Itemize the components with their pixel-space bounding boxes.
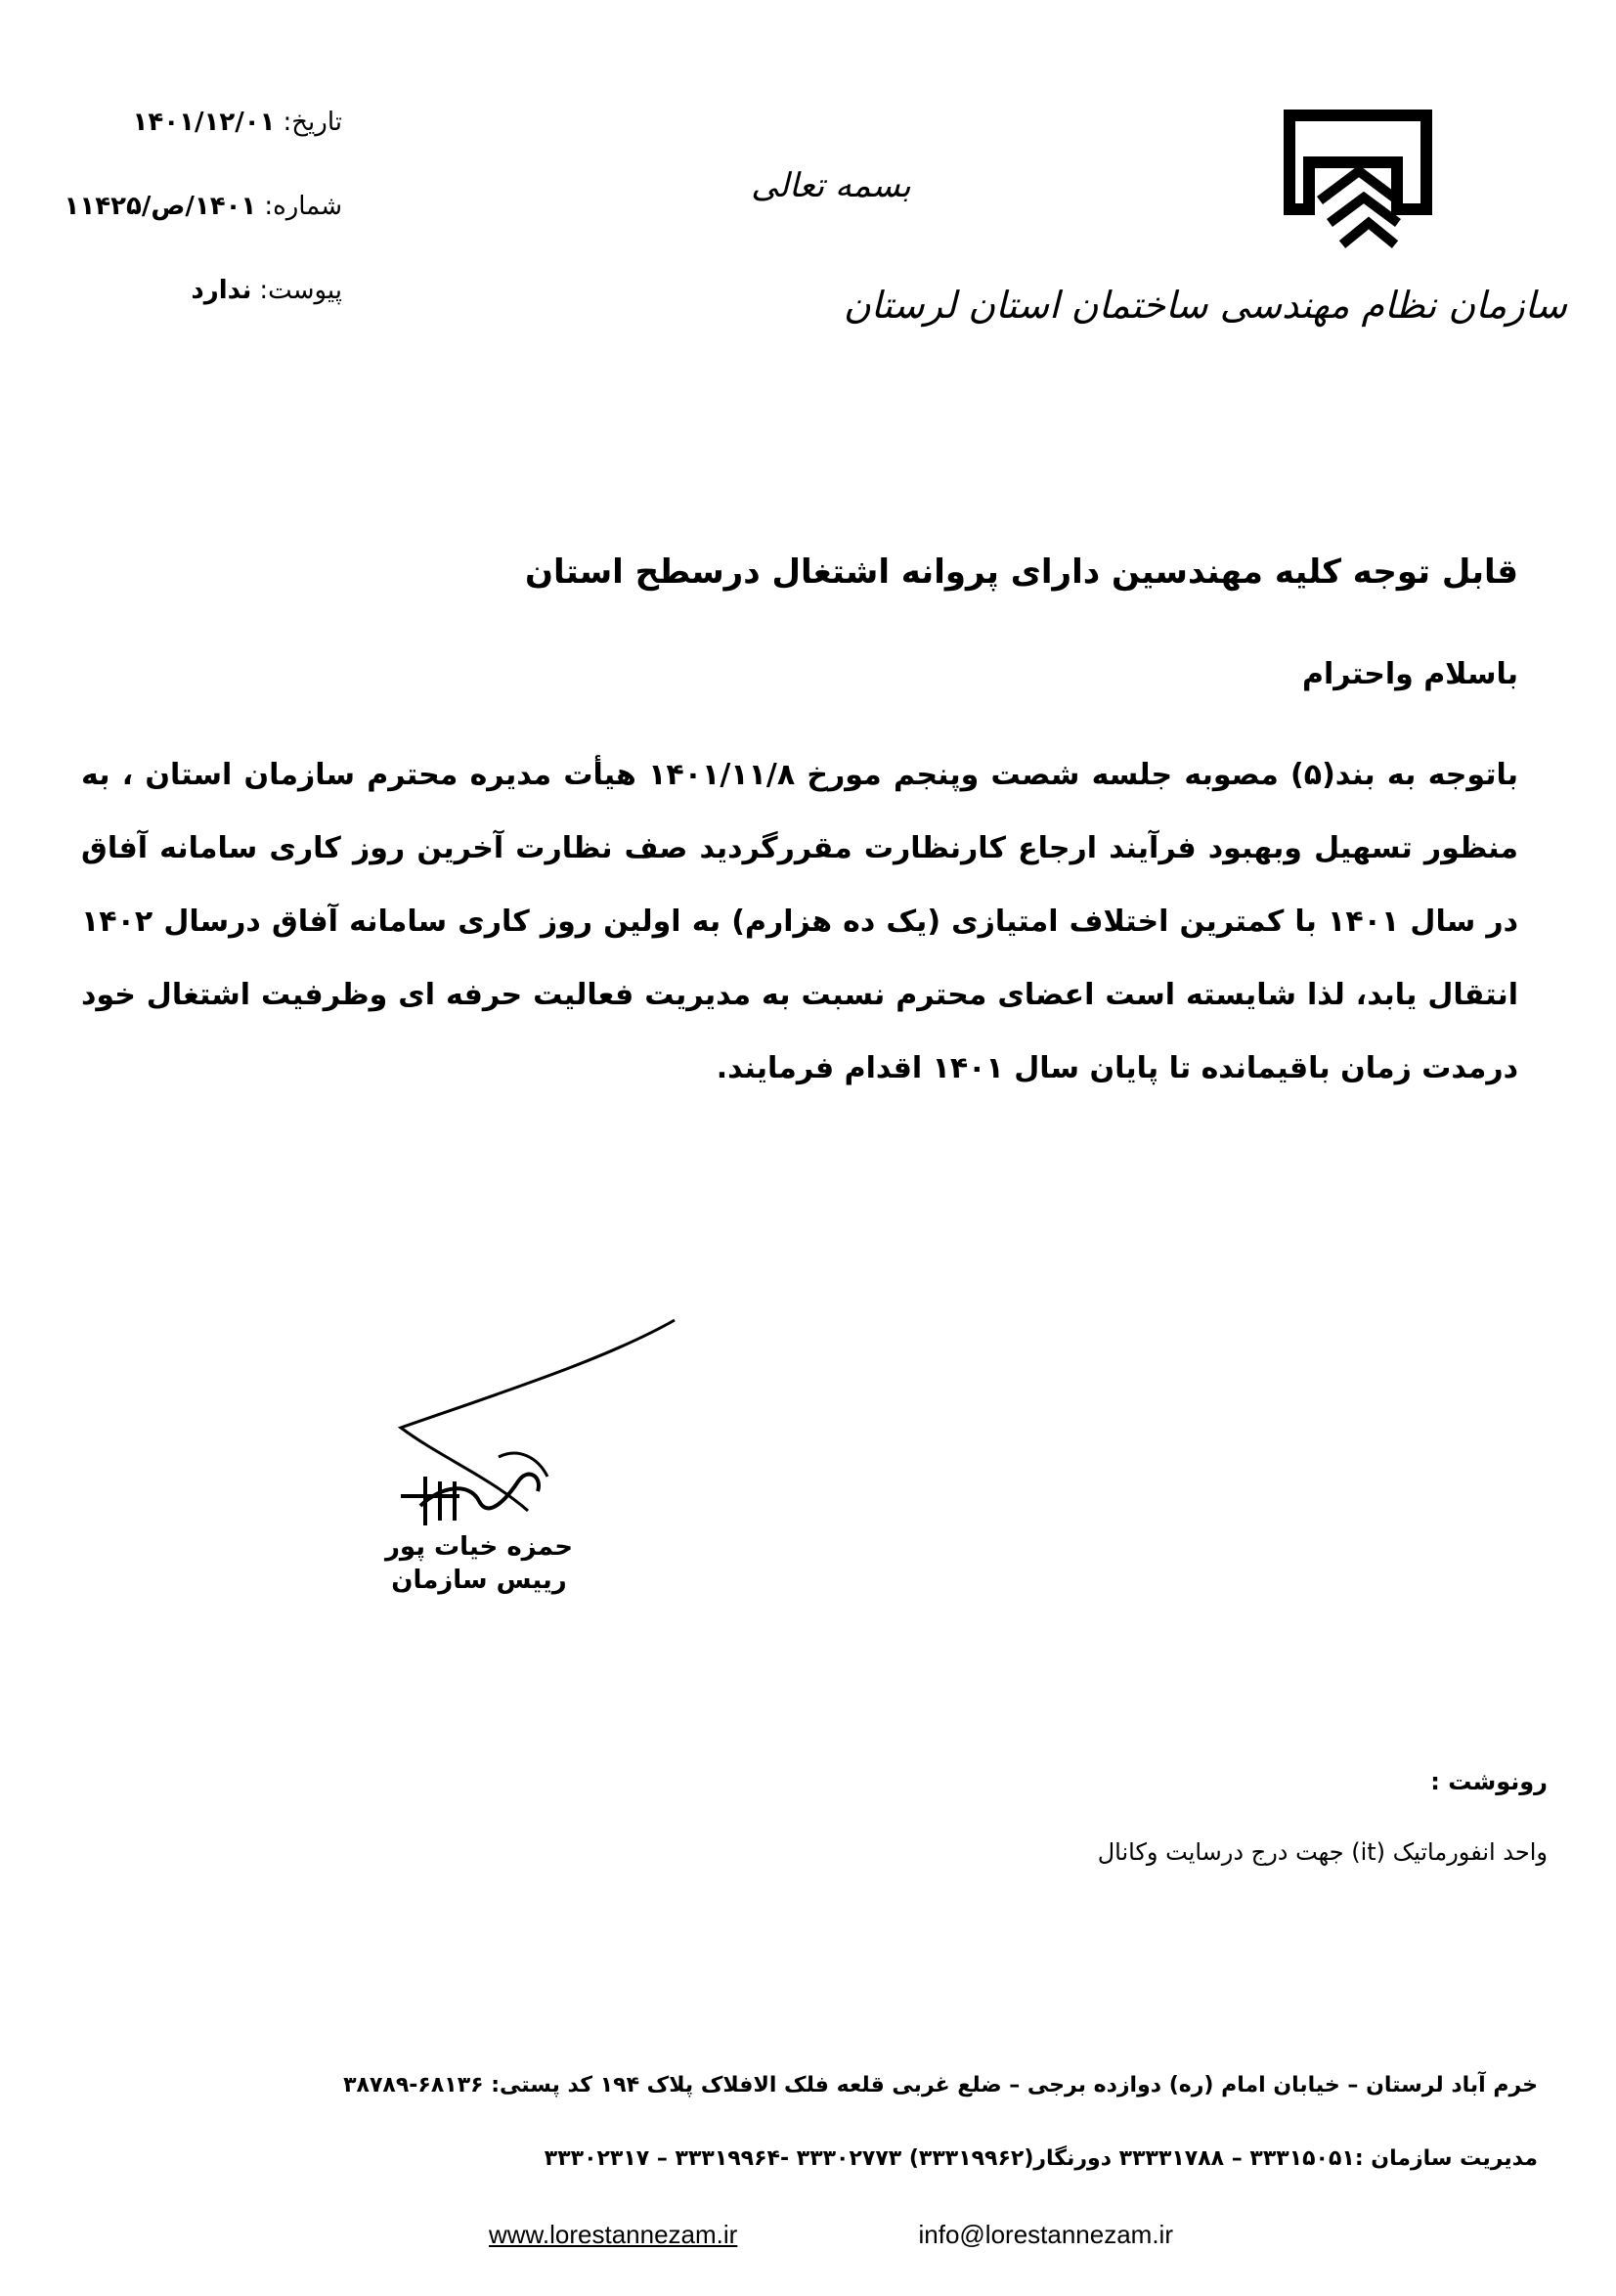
footer-phones: مدیریت سازمان :۳۳۳۱۵۰۵۱ – ۳۳۳۳۱۷۸۸ دورنگار(۳۳۳۱۹۹۶۲) ۳۳۳۰۲۷۷۳ -۳۳۳۱۹۹۶۴ – ۳۳۳۰۲۳۱۷ bbox=[544, 2146, 1538, 2171]
footer-links bbox=[489, 2220, 1173, 2250]
email-link[interactable]: info@lorestannezam.ir bbox=[918, 2220, 1173, 2249]
letter-body: باتوجه به بند(۵) مصوبه جلسه شصت وپنجم مورخ ۱۴۰۱/۱۱/۸ هیأت مدیره محترم سازمان استان ، به منظور تسهیل وبهبود فرآیند ارجاع کارنظارت مقررگردید صف نظارت آخرین روز کاری سامانه آفاق در سال ۱۴۰۱ با کمترین اختلاف امتیازی (یک ده هزارم) به اولین روز کاری سامانه آفاق درسال ۱۴۰۲ انتقال یابد، لذا شایسته است اعضای محترم نسبت به مدیریت فعالیت حرفه ای وظرفیت اشتغال خود درمدت زمان باقیمانده تا پایان سال ۱۴۰۱ اقدام فرمایند. bbox=[81, 758, 1519, 1085]
signer-title: رییس سازمان bbox=[391, 1566, 567, 1595]
footer-address: خرم آباد لرستان – خیابان امام (ره) دوازده برجی – ضلع غربی قلعه فلک الافلاک پلاک ۱۹۴ کد پستی: ۶۸۱۳۶-۳۸۷۸۹ bbox=[343, 2073, 1538, 2097]
date-value: ۱۴۰۱/۱۲/۰۱ bbox=[132, 108, 276, 137]
letter-subject: قابل توجه کلیه مهندسین دارای پروانه اشتغال درسطح استان bbox=[525, 552, 1518, 592]
cc-item: واحد انفورماتیک (it) جهت درج درسایت وکانال bbox=[1097, 1838, 1548, 1866]
cc-title: رونوشت : bbox=[1430, 1768, 1548, 1795]
bismillah: بسمه تعالی bbox=[751, 166, 911, 205]
attachment-value: ندارد bbox=[191, 276, 252, 305]
number-value: ۱۴۰۱/ص/۱۱۴۲۵ bbox=[64, 192, 257, 221]
signature-icon bbox=[381, 1310, 684, 1535]
organization-name: سازمان نظام مهندسی ساختمان استان لرستان bbox=[843, 284, 1567, 327]
signer-name: حمزه خیات پور bbox=[384, 1532, 574, 1562]
number-label: شماره: bbox=[264, 192, 342, 221]
number-row bbox=[64, 192, 342, 221]
attachment-label: پیوست: bbox=[259, 276, 342, 305]
organization-logo-icon bbox=[1276, 108, 1442, 254]
website-link[interactable]: www.lorestannezam.ir bbox=[489, 2220, 738, 2249]
date-row bbox=[68, 108, 342, 137]
signature-block bbox=[381, 1530, 577, 1597]
letter-meta bbox=[64, 108, 342, 360]
date-label: تاریخ: bbox=[283, 108, 342, 137]
attachment-row bbox=[68, 276, 342, 305]
letter-greeting: باسلام واحترام bbox=[1302, 657, 1518, 691]
